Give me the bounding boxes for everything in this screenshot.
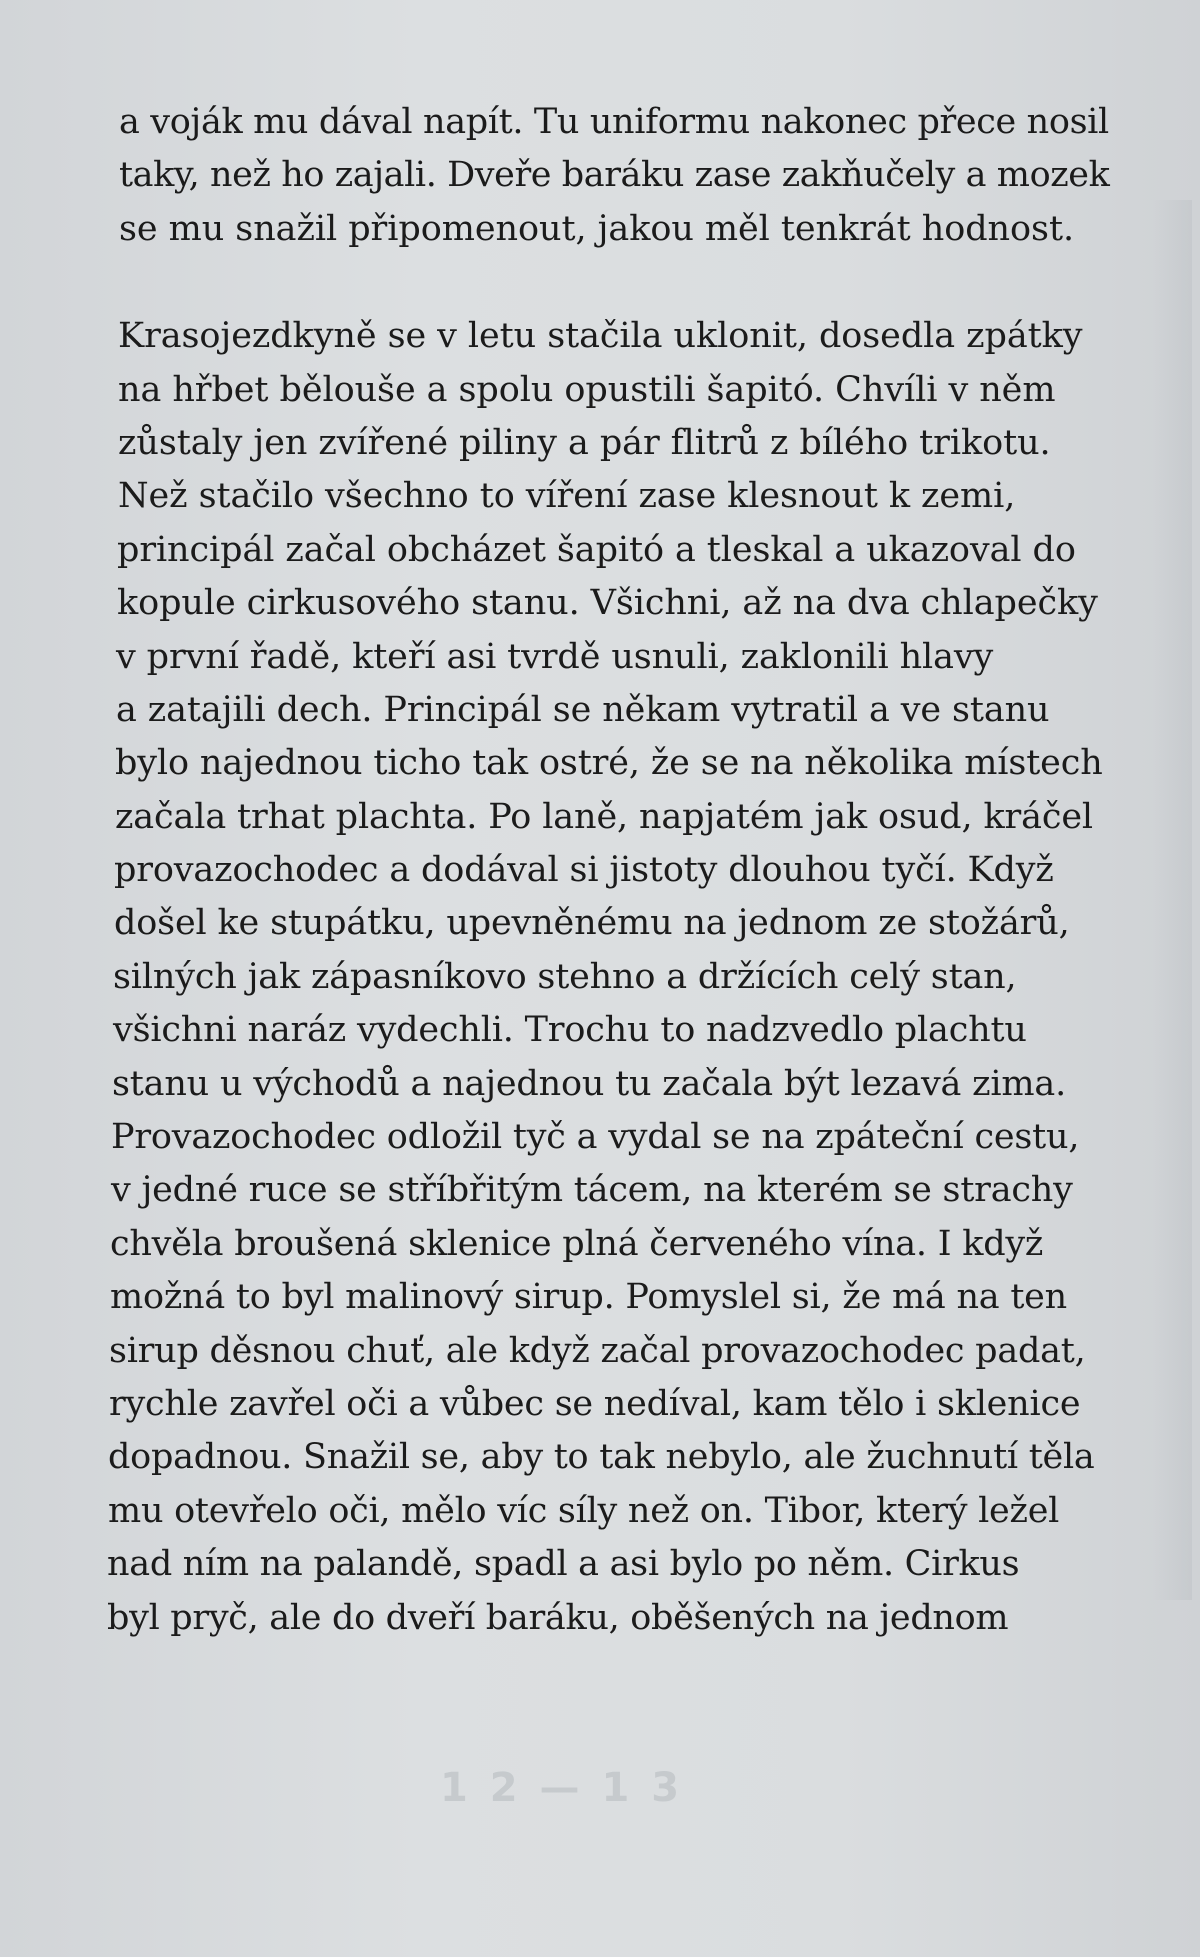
text-line: chvěla broušená sklenice plná červeného vína. I když — [110, 1223, 1044, 1264]
text-line: provazochodec a dodával si jistoty dlouhou tyčí. Když — [114, 850, 1054, 891]
text-line: Provazochodec odložil tyč a vydal se na zpáteční cestu, — [111, 1117, 1080, 1158]
bleed-through-shadow — [1152, 200, 1192, 1600]
text-line: sirup děsnou chuť, ale když začal provazochodec padat, — [109, 1330, 1086, 1371]
text-line: zůstaly jen zvířené piliny a pár flitrů z bílého trikotu. — [118, 422, 1051, 463]
text-line: Krasojezdkyně se v letu stačila uklonit, dosedla zpátky — [118, 316, 1083, 357]
text-line: v první řadě, kteří asi tvrdě usnuli, zaklonili hlavy — [116, 636, 994, 677]
text-line: nad ním na palandě, spadl a asi bylo po něm. Cirkus — [107, 1544, 1020, 1585]
text-line: bylo najednou ticho tak ostré, že se na několika místech — [115, 743, 1103, 784]
body-text — [107, 96, 1112, 1645]
text-line: mu otevřelo oči, mělo víc síly než on. Tibor, který ležel — [108, 1490, 1060, 1531]
text-line: principál začal obcházet šapitó a tleskal a ukazoval do — [117, 529, 1076, 570]
paragraph-gap — [112, 256, 1112, 310]
text-line: byl pryč, ale do dveří baráku, oběšených na jednom — [107, 1597, 1009, 1638]
text-line: začala trhat plachta. Po laně, napjatém jak osud, kráčel — [115, 796, 1093, 837]
text-line: silných jak zápasníkovo stehno a držících celý stan, — [113, 956, 1017, 997]
text-line: kopule cirkusového stanu. Všichni, až na dva chlapečky — [117, 583, 1098, 624]
text-line: rychle zavřel oči a vůbec se nedíval, kam tělo i sklenice — [109, 1383, 1081, 1424]
text-line: všichni naráz vydechli. Trochu to nadzvedlo plachtu — [113, 1010, 1027, 1051]
text-line: v jedné ruce se stříbřitým tácem, na kterém se strachy — [111, 1170, 1073, 1211]
text-line: a zatajili dech. Principál se někam vytratil a ve stanu — [116, 689, 1050, 730]
text-line: se mu snažil připomenout, jakou měl tenkrát hodnost. — [119, 208, 1075, 249]
text-line: stanu u východů a najednou tu začala být lezavá zima. — [112, 1063, 1067, 1104]
text-line: možná to byl malinový sirup. Pomyslel si, že má na ten — [110, 1277, 1067, 1318]
text-line: dopadnou. Snažil se, aby to tak nebylo, ale žuchnutí těla — [108, 1437, 1095, 1478]
text-line: Než stačilo všechno to víření zase klesnout k zemi, — [118, 476, 1016, 517]
text-line: došel ke stupátku, upevněnému na jednom ze stožárů, — [114, 903, 1070, 944]
text-line: taky, než ho zajali. Dveře baráku zase zakňučely a mozek — [119, 155, 1110, 196]
page-number: 1 2 — 1 3 — [440, 1765, 684, 1811]
text-line: a voják mu dával napít. Tu uniformu nakonec přece nosil — [119, 102, 1109, 142]
text-line: na hřbet bělouše a spolu opustili šapitó. Chvíli v něm — [118, 369, 1056, 410]
